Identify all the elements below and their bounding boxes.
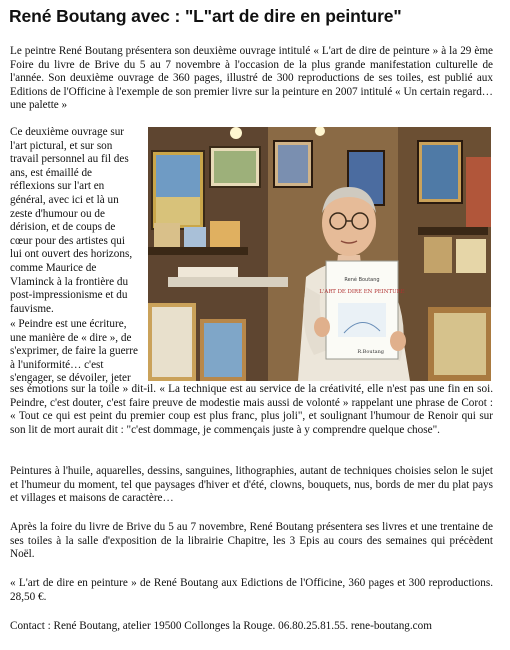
techniques-paragraph: Peintures à l'huile, aquarelles, dessins, sanguines, lithographies, autant de techniques choisies selon le sujet et l'humeur du moment, tel que paysages d'hiver et d'été, clowns, bouquets, nus, bords de mer du plat pays et villages et maisons de caractère… xyxy=(10,465,493,505)
side-paragraph: Ce deuxième ouvrage sur l'art pictural, et sur son travail personnel au fil des ans, est émaillé de réflexions sur l'art en général, avec ici et là un zeste d'humour ou de dérision, et de coups de cœur pour des artistes qui lui ont ouvert des horizons, comme Maurice de Vlaminck à la frontière du post-impressionisme et du fauvisme. xyxy=(10,126,133,315)
artist-photo-illustration xyxy=(148,127,491,381)
book-author: René Boutang xyxy=(344,277,380,283)
quote-paragraph-continuation: ses émotions sur la toile » dit-il. « La technique est au service de la créativité, elle n'est pas une fin en soi. Peindre, c'est douter, c'est faire preuve de modestie mais aussi de volonté » rappelant une phrase de Corot : « Tout ce qui est peint du premier coup est plus franc, plus joli", et soulignant l'humour de Renoir qui sur son lit de mort aurait dit : "c'est dommage, je commençais juste à y comprendre quelque chose". xyxy=(10,383,493,436)
book-info-paragraph: « L'art de dire en peinture » de René Boutang aux Edictions de l'Officine, 360 pages et 300 reproductions. 28,50 €. xyxy=(10,577,493,603)
artist-photo xyxy=(148,127,491,381)
book-title: L'ART DE DIRE EN PEINTURE xyxy=(319,289,405,295)
article-title: René Boutang avec : "L"art de dire en peinture" xyxy=(9,6,402,26)
intro-paragraph: Le peintre René Boutang présentera son deuxième ouvrage intitulé « L'art de dire de peinture » à la 29 ème Foire du livre de Brive du 5 au 7 novembre à l'occasion de la plus grande manifestation culturelle de l'année. Son deuxième ouvrage de 360 pages, illustré de 300 reproductions de ses toiles, est publié aux Editions de l'Officine à l'exemple de son premier livre sur la peinture en 2007 intitulé « Un certain regard…une palette » xyxy=(10,45,493,112)
quote-paragraph-start: « Peindre est une écriture, une manière de « dire », de s'exprimer, de faire la guerre à l'uniformité… c'est s'engager, se dévoiler, jeter xyxy=(10,318,138,385)
book-signature: R.Boutang xyxy=(357,349,384,355)
exhibition-paragraph: Après la foire du livre de Brive du 5 au 7 novembre, René Boutang présentera ses livres et une trentaine de ses toiles à la salle d'exposition de la librairie Chapitre, les 3 Epis au cours des semaines qui précèdent Noël. xyxy=(10,521,493,561)
contact-line: Contact : René Boutang, atelier 19500 Collonges la Rouge. 06.80.25.81.55. rene-boutang.com xyxy=(10,620,432,632)
